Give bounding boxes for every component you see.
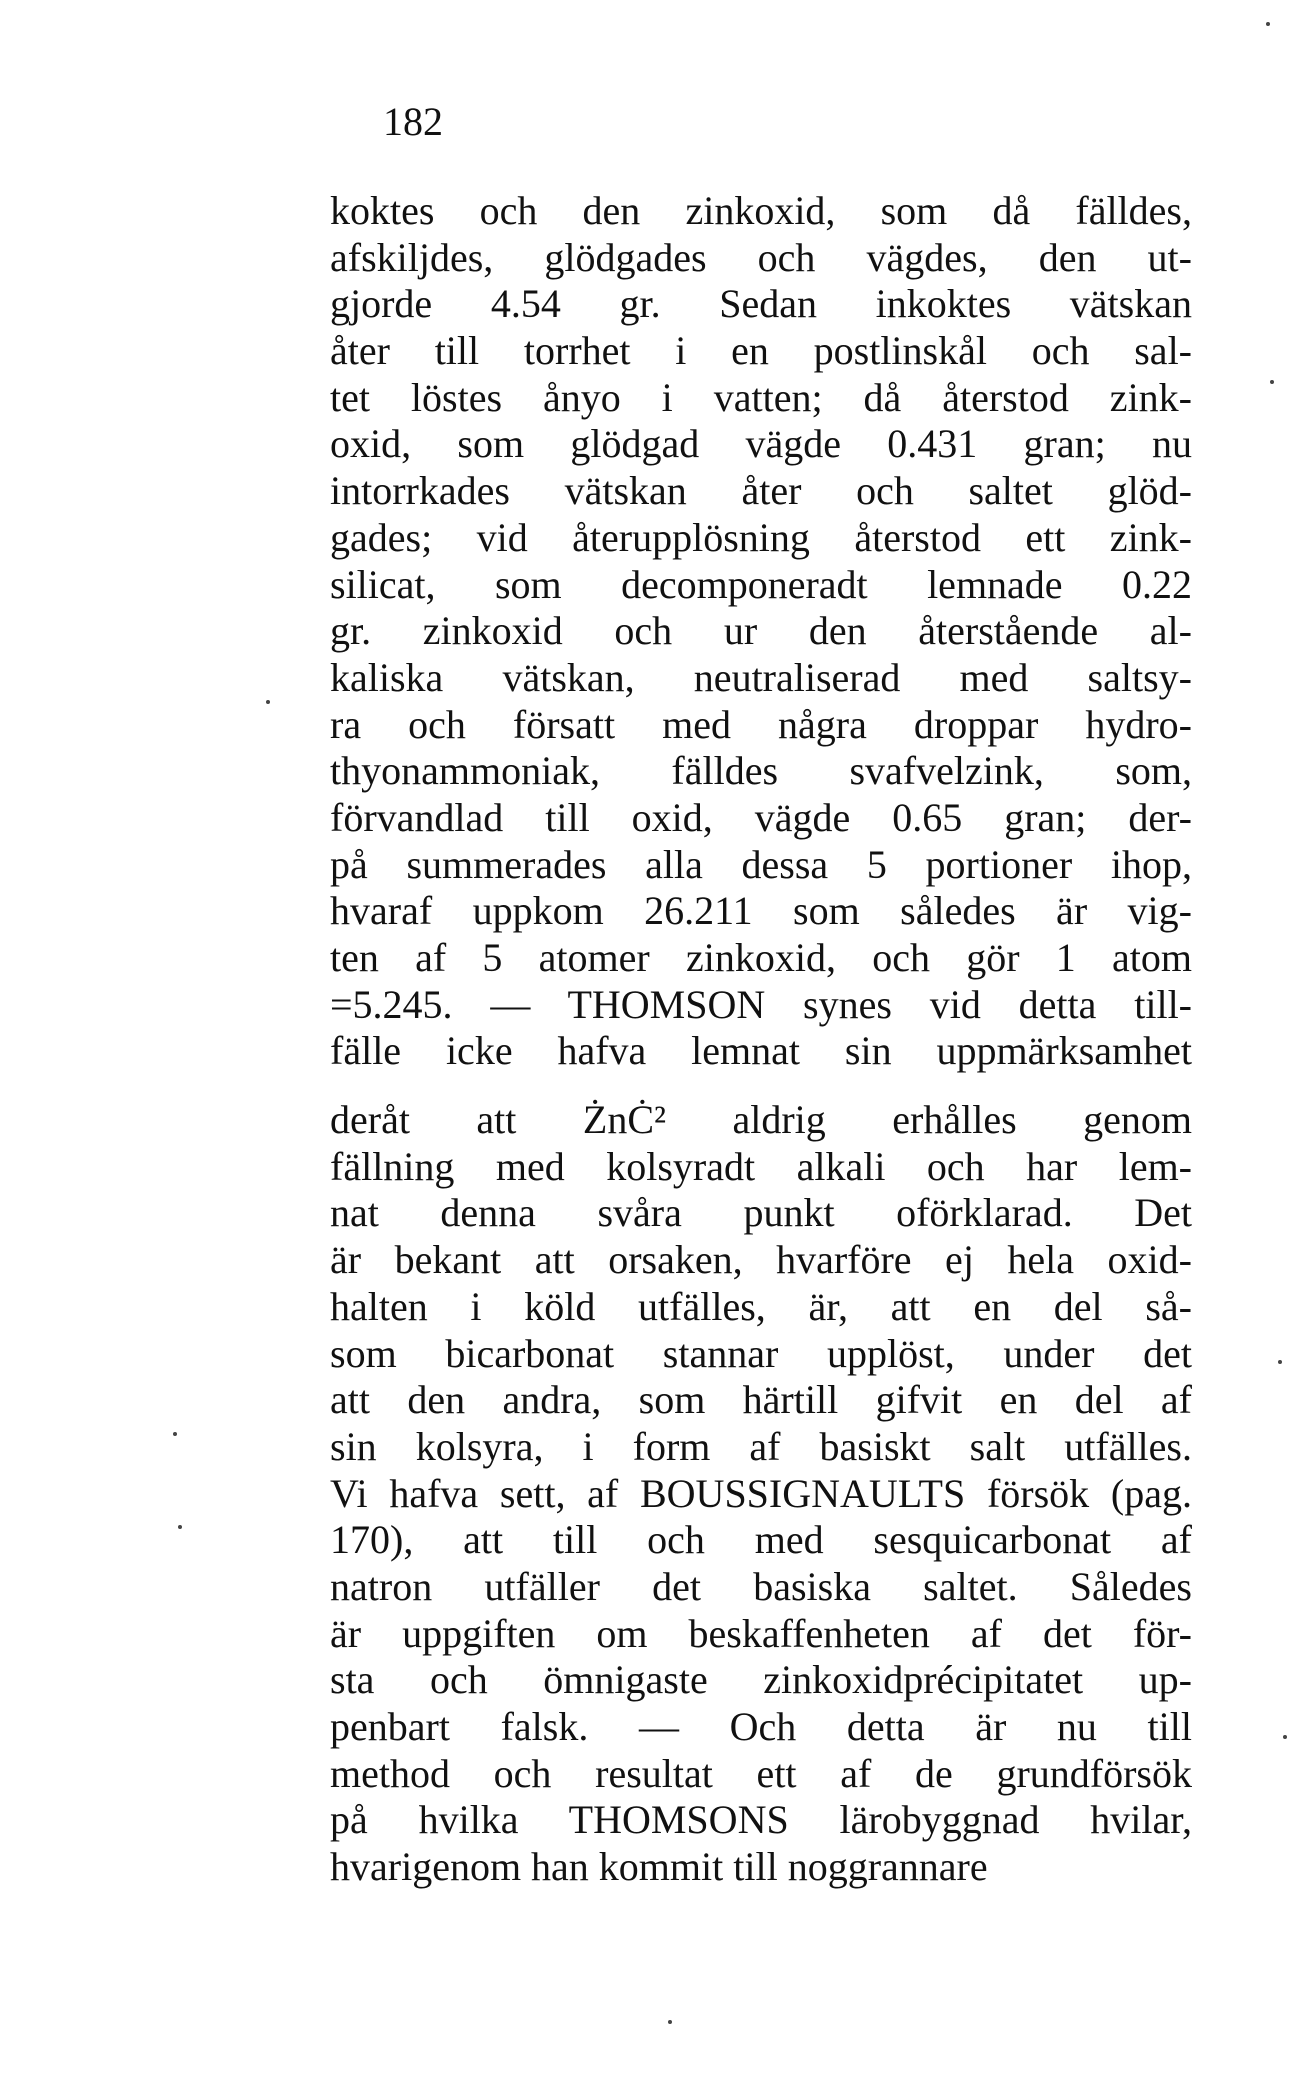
text-line: sta och ömnigaste zinkoxidprécipitatet up- <box>330 1657 1192 1703</box>
text-line: på hvilka THOMSONS lärobyggnad hvilar, <box>330 1797 1192 1843</box>
text-line: hvarigenom han kommit till noggrannare <box>330 1844 988 1890</box>
text-line: som bicarbonat stannar upplöst, under det <box>330 1330 1192 1376</box>
scan-speck <box>1266 22 1270 26</box>
text-line: oxid, som glödgad vägde 0.431 gran; nu <box>330 421 1192 467</box>
page-number: 182 <box>383 99 443 144</box>
text-line: method och resultat ett af de grundförsök <box>330 1750 1192 1796</box>
text-line: fälle icke hafva lemnat sin uppmärksamhet <box>330 1028 1192 1074</box>
scan-speck <box>173 1432 177 1436</box>
text-line: deråt att ŻnĊ² aldrig erhålles genom <box>330 1097 1192 1143</box>
text-line: Vi hafva sett, af BOUSSIGNAULTS försök (pag. <box>330 1470 1192 1516</box>
scan-speck <box>668 2020 672 2024</box>
text-line: ra och försatt med några droppar hydro- <box>330 701 1192 747</box>
text-line: penbart falsk. — Och detta är nu till <box>330 1704 1192 1749</box>
text-line: fällning med kolsyradt alkali och har lem- <box>330 1143 1192 1189</box>
text-line: förvandlad till oxid, vägde 0.65 gran; der- <box>330 794 1192 840</box>
text-line: är bekant att orsaken, hvarföre ej hela oxid- <box>330 1237 1192 1283</box>
text-line: är uppgiften om beskaffenheten af det för- <box>330 1610 1192 1656</box>
text-line: natron utfäller det basiska saltet. Således <box>330 1563 1192 1609</box>
text-line: gr. zinkoxid och ur den återstående al- <box>330 608 1192 654</box>
text-line: thyonammoniak, fälldes svafvelzink, som, <box>330 748 1192 794</box>
text-line: sin kolsyra, i form af basiskt salt utfälles. <box>330 1423 1192 1469</box>
scan-speck <box>1270 380 1274 384</box>
text-line: koktes och den zinkoxid, som då fälldes, <box>330 188 1192 233</box>
text-line: afskiljdes, glödgades och vägdes, den ut- <box>330 234 1192 280</box>
scan-speck <box>1283 1735 1287 1739</box>
text-line: på summerades alla dessa 5 portioner ihop, <box>330 841 1192 887</box>
body-text <box>330 188 1192 1891</box>
scan-speck <box>178 1525 182 1529</box>
text-line: att den andra, som härtill gifvit en del af <box>330 1377 1192 1423</box>
text-line: tet löstes ånyo i vatten; då återstod zink- <box>330 374 1192 420</box>
text-line: gjorde 4.54 gr. Sedan inkoktes vätskan <box>330 281 1192 327</box>
scan-speck <box>266 700 270 704</box>
text-line: silicat, som decomponeradt lemnade 0.22 <box>330 561 1192 607</box>
text-line: intorrkades vätskan åter och saltet glöd- <box>330 468 1192 514</box>
text-line: åter till torrhet i en postlinskål och sal- <box>330 328 1192 374</box>
scan-speck <box>1278 1360 1282 1364</box>
text-line: halten i köld utfälles, är, att en del så- <box>330 1283 1192 1329</box>
text-line: gades; vid återupplösning återstod ett zink- <box>330 514 1192 560</box>
text-line: nat denna svåra punkt oförklarad. Det <box>330 1190 1192 1236</box>
text-line: kaliska vätskan, neutraliserad med saltsy- <box>330 654 1192 700</box>
text-line: =5.245. — THOMSON synes vid detta till- <box>330 981 1192 1027</box>
text-line: ten af 5 atomer zinkoxid, och gör 1 atom <box>330 935 1192 980</box>
text-line: hvaraf uppkom 26.211 som således är vig- <box>330 888 1192 934</box>
text-line: 170), att till och med sesquicarbonat af <box>330 1517 1192 1563</box>
